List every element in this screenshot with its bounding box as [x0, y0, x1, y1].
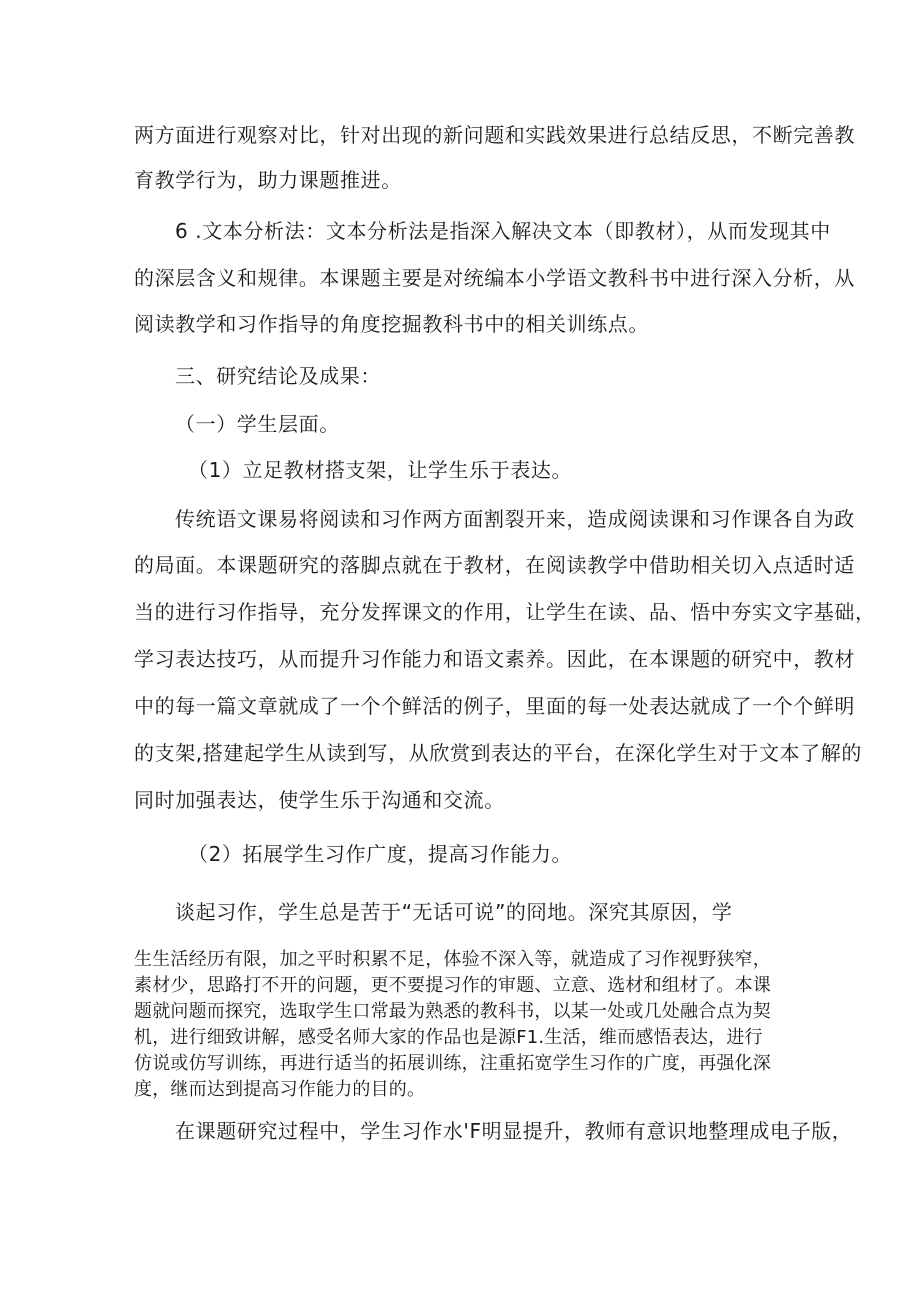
subsection-item-heading: （1）立足教材搭支架，让学生乐于表达。 [188, 458, 573, 482]
dense-line: 生生活经历有限，加之平时积累不足，体验不深入等，就造成了习作视野狭窄， [134, 949, 771, 970]
list-item-text-analysis: 6 .文本分析法：文本分析法是指深入解决文本（即教材），从而发现其中 [175, 219, 831, 243]
paragraph-line: 中的每一篇文章就成了一个个鲜活的例子，里面的每一处表达就成了一个个鲜明 [134, 694, 855, 718]
dense-line: 题就问题而探究，选取学生口常最为熟悉的教科书，以某一处或几处融合点为契 [134, 1001, 771, 1022]
paragraph-line: 的深层含义和规律。本课题主要是对统编本小学语文教科书中进行深入分析，从 [134, 266, 855, 290]
dense-line: 素材少，思路打不开的问题，更不要提习作的审题、立意、选材和组材了。本课 [134, 975, 771, 996]
section-heading: 三、研究结论及成果： [175, 364, 381, 388]
paragraph-line: 同时加强表达，使学生乐于沟通和交流。 [134, 788, 505, 812]
dense-line: 度，继而达到提高习作能力的目的。 [134, 1079, 426, 1100]
paragraph-line: 的局面。本课题研究的落脚点就在于教材，在阅读教学中借助相关切入点适时适 [134, 553, 855, 577]
paragraph-line: 当的进行习作指导，充分发挥课文的作用，让学生在读、品、悟中夯实文字基础， [134, 600, 876, 624]
paragraph-line: 阅读教学和习作指导的角度挖掘教科书中的相关训练点。 [134, 312, 649, 336]
paragraph-line: 育教学行为，助力课题推进。 [134, 168, 402, 192]
paragraph-line: 的支架,搭建起学生从读到写，从欣赏到表达的平台，在深化学生对于文本了解的 [134, 741, 862, 765]
dense-paragraph [134, 947, 794, 1103]
subsection-heading: （一）学生层面。 [175, 412, 340, 436]
paragraph-line: 两方面进行观察对比，针对出现的新问题和实践效果进行总结反思，不断完善教 [134, 123, 855, 147]
paragraph-line: 在课题研究过程中，学生习作水'F明显提升，教师有意识地整理成电子版， [175, 1119, 853, 1143]
paragraph-line: 传统语文课易将阅读和习作两方面割裂开来，造成阅读课和习作课各自为政 [175, 507, 855, 531]
dense-line: 仿说或仿写训练，再进行适当的拓展训练，注重拓宽学生习作的广度，再强化深 [134, 1053, 771, 1074]
paragraph-line: 谈起习作，学生总是苦于“无话可说”的冏地。深究其原因，学 [175, 900, 733, 924]
subsection-item-heading: （2）拓展学生习作广度，提高习作能力。 [188, 842, 573, 866]
paragraph-line: 学习表达技巧，从而提升习作能力和语文素养。因此，在本课题的研究中，教材 [134, 647, 855, 671]
dense-line: 机，进行细致讲解，感受名师大家的作品也是源F1.生活，维而感悟表达，进行 [134, 1027, 763, 1048]
